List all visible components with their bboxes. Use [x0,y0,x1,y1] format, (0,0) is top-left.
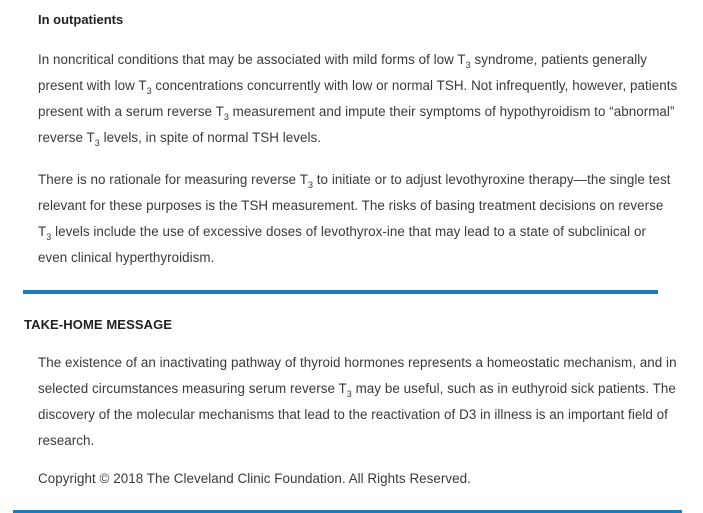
text-run: measurement and impute their symptoms of hypothyroidism to “abnormal” reverse T [38,104,675,145]
text-run: concentrations concurrently with low or normal TSH. Not infrequently, however, patients present with a serum reverse T [38,78,678,119]
text-run: syndrome, patients generally present with low T [38,52,648,93]
subscript: 3 [346,389,352,399]
take-home-heading: TAKE-HOME MESSAGE [24,317,173,332]
outpatients-paragraph-1 [38,47,678,151]
subscript: 3 [94,138,100,148]
text-run: In noncritical conditions that may be associated with mild forms of low T [38,52,466,67]
section-divider [23,290,658,294]
text-run: The existence of an inactivating pathway of thyroid hormones represents a homeostatic mechanism, and in selected circumstances measuring serum reverse T [38,355,677,396]
text-run: to initiate or to adjust levothyroxine therapy—the single test relevant for these purposes is the TSH measurement. The risks of basing treatment decisions on reverse T [38,172,671,239]
text-run: may be useful, such as in euthyroid sick patients. The discovery of the molecular mechanisms that lead to the reactivation of D3 in illness is an important field of research. [38,381,676,448]
subscript: 3 [465,60,471,70]
text-run: levels include the use of excessive doses of levothyrox-ine that may lead to a state of subclinical or even clinical hyperthyroidism. [38,224,646,265]
subscript: 3 [223,112,229,122]
take-home-paragraph [38,350,678,454]
subscript: 3 [146,86,152,96]
copyright-notice: Copyright © 2018 The Cleveland Clinic Foundation. All Rights Reserved. [38,471,471,486]
subscript: 3 [46,232,52,242]
text-run: levels, in spite of normal TSH levels. [99,130,322,145]
section-heading-outpatients: In outpatients [38,12,124,27]
text-run: There is no rationale for measuring reverse T [38,172,308,187]
outpatients-paragraph-2 [38,167,678,271]
subscript: 3 [307,180,314,190]
